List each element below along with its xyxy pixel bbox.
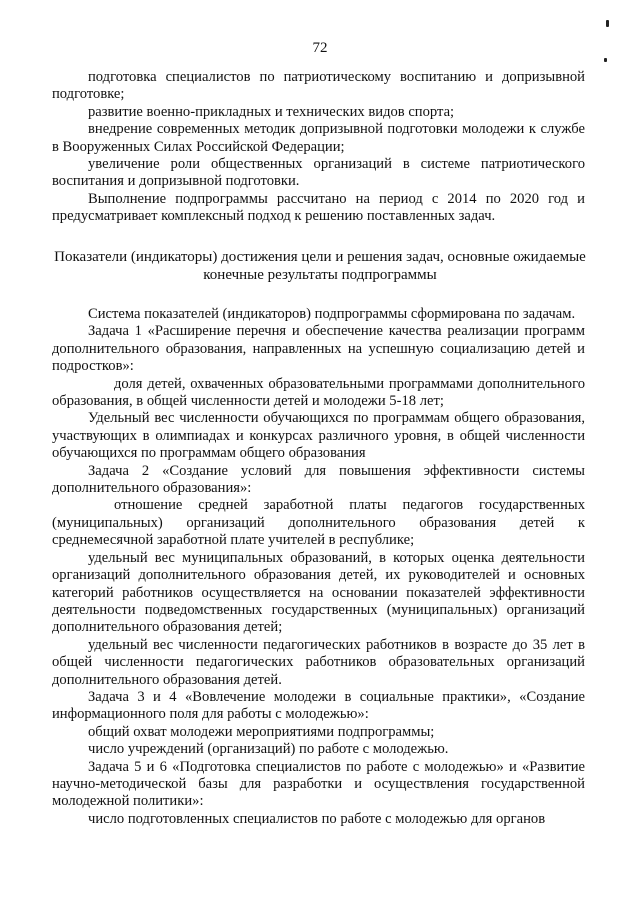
paragraph: Задача 3 и 4 «Вовлечение молодежи в социальные практики», «Создание информационного поля для работы с молодежью»: <box>52 688 585 723</box>
paragraph: число подготовленных специалистов по работе с молодежью для органов <box>88 810 546 827</box>
paragraph: число учреждений (организаций) по работе с молодежью. <box>88 741 449 758</box>
paragraph: удельный вес численности педагогических работников в возрасте до 35 лет в общей численности педагогических работников образовательных организаций дополнительного образования детей. <box>52 636 585 688</box>
paragraph: Задача 5 и 6 «Подготовка специалистов по работе с молодежью» и «Развитие научно-методической базы для разработки и осуществления государственной молодежной политики»: <box>52 758 585 810</box>
section-heading <box>40 248 600 284</box>
paragraph: Задача 2 «Создание условий для повышения эффективности системы дополнительного образования»: <box>52 462 585 497</box>
section-heading-line: Показатели (индикаторы) достижения цели и решения задач, основные ожидаемые <box>54 249 586 265</box>
indicators-section <box>52 306 585 828</box>
scan-mark <box>606 20 609 27</box>
paragraph: отношение средней заработной платы педагогов государственных (муниципальных) организаций дополнительного образования детей к среднемесячной заработной плате учителей в республике; <box>52 497 585 549</box>
paragraph: доля детей, охваченных образовательными программами дополнительного образования, в общей численности детей и молодежи 5-18 лет; <box>52 375 585 410</box>
paragraph: Задача 1 «Расширение перечня и обеспечение качества реализации программ дополнительного образования, направленных на успешную социализацию детей и подростков»: <box>52 323 585 375</box>
scan-mark <box>604 58 607 62</box>
paragraph: внедрение современных методик допризывной подготовки молодежи к службе в Вооруженных Силах Российской Федерации; <box>52 121 585 155</box>
intro-section <box>52 69 585 226</box>
paragraph: Система показателей (индикаторов) подпрограммы сформирована по задачам. <box>88 306 576 322</box>
paragraph: общий охват молодежи мероприятиями подпрограммы; <box>88 723 435 740</box>
paragraph: Удельный вес численности обучающихся по программам общего образования, участвующих в олимпиадах и конкурсах различного уровня, в общей численности обучающихся по программам общего образования <box>52 410 585 462</box>
paragraph: подготовка специалистов по патриотическому воспитанию и допризывной подготовке; <box>52 69 585 103</box>
paragraph: увеличение роли общественных организаций в системе патриотического воспитания и допризывной подготовки. <box>52 156 585 190</box>
section-heading-line: конечные результаты подпрограммы <box>203 267 437 283</box>
paragraph: Выполнение подпрограммы рассчитано на период с 2014 по 2020 год и предусматривает комплексный подход к решению поставленных задач. <box>52 190 585 225</box>
page-number: 72 <box>312 40 328 56</box>
paragraph: удельный вес муниципальных образований, в которых оценка деятельности организаций дополнительного образования детей, их руководителей и основных категорий работников осуществляется на основании показателей эффективности деятельности подведомственных государственных (муниципальных) организаций дополнительного образования детей; <box>52 549 585 636</box>
paragraph: развитие военно-прикладных и технических видов спорта; <box>88 103 455 120</box>
